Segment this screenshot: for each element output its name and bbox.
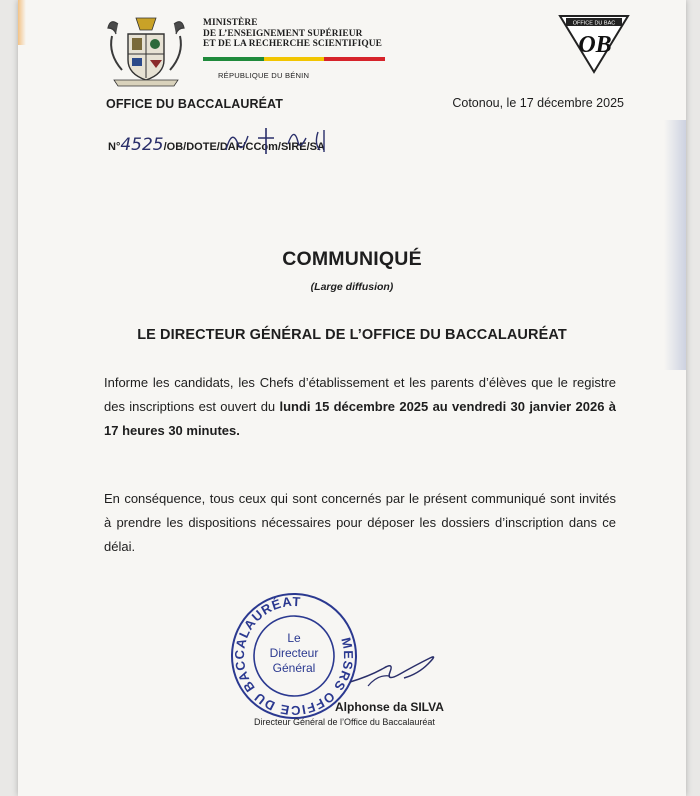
paragraph-text: Informe les candidats, les Chefs d’établissement et les parents d’élèves que le registre des inscriptions est ouvert du — [104, 375, 616, 414]
flag-stripe-yellow — [264, 57, 325, 61]
flag-color-bar — [203, 57, 385, 61]
office-title: OFFICE DU BACCALAURÉAT — [106, 97, 283, 111]
ministry-name — [203, 18, 382, 50]
stamp-line: Directeur — [269, 646, 319, 660]
document-heading: COMMUNIQUÉ — [282, 248, 422, 270]
flag-stripe-green — [203, 57, 264, 61]
stamp-ring-text: MESRS OFFICE DU BACCALAURÉAT — [231, 593, 357, 719]
body-paragraph: En conséquence, tous ceux qui sont concernés par le présent communiqué sont invités à prendre les dispositions nécessaires pour déposer les dossiers d’inscription dans ce délai. — [104, 491, 616, 554]
document-page — [18, 0, 686, 796]
flag-stripe-red — [324, 57, 385, 61]
reference-handwritten-number: 4525 — [120, 135, 164, 155]
coat-of-arms-icon — [106, 14, 186, 88]
reference-prefix: N° — [108, 141, 121, 153]
emblem-letters: OB — [578, 32, 612, 58]
city-date: Cotonou, le 17 décembre 2025 — [452, 96, 624, 110]
republic-name: RÉPUBLIQUE DU BÉNIN — [218, 71, 310, 80]
handwritten-initials-icon — [218, 122, 338, 158]
page-edge-shadow-left — [18, 0, 26, 45]
registration-period: lundi 15 décembre 2025 au vendredi 30 janvier 2026 à 17 heures 30 minutes. — [104, 399, 617, 438]
reference-code: /OB/DOTE/DAF/CCom/SIRE/SA — [163, 141, 325, 153]
ministry-line: ET DE LA RECHERCHE SCIENTIFIQUE — [203, 39, 383, 49]
signer-name: Alphonse da SILVA — [335, 700, 444, 714]
office-emblem-logo — [558, 12, 630, 74]
stamp-line: Général — [272, 661, 316, 675]
stamp-line: Le — [287, 631, 301, 645]
director-title: LE DIRECTEUR GÉNÉRAL DE L’OFFICE DU BACCALAURÉAT — [137, 327, 567, 343]
ministry-line: DE L’ENSEIGNEMENT SUPÉRIEUR — [203, 28, 363, 39]
body-paragraph — [104, 371, 616, 443]
document-subheading: (Large diffusion) — [310, 281, 394, 293]
handwritten-signature — [348, 652, 448, 694]
ministry-line: MINISTÈRE — [203, 18, 258, 28]
emblem-banner-text: OFFICE DU BAC — [572, 20, 616, 27]
signer-role: Directeur Général de l’Office du Baccalauréat — [254, 717, 435, 727]
